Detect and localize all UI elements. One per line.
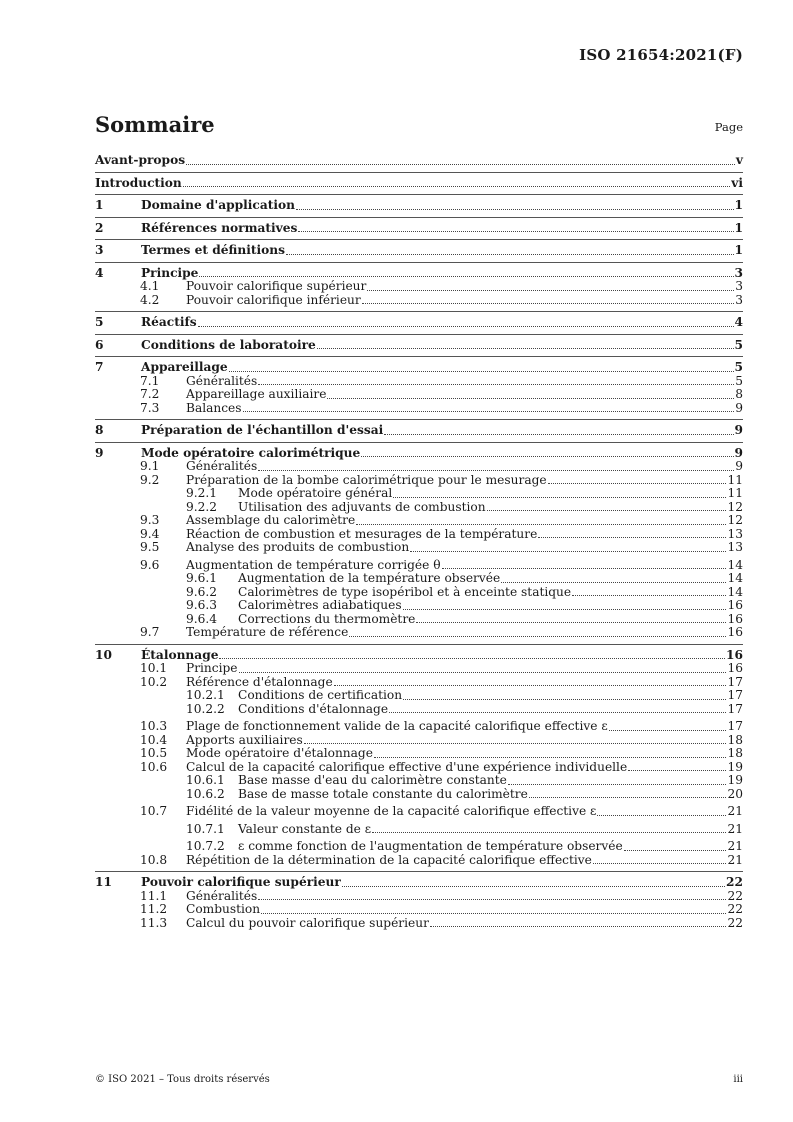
toc-entry-number: 9.2.2 [186, 499, 218, 514]
toc-entry-number: 10 [95, 647, 112, 662]
dot-leader [403, 609, 727, 610]
toc-entry[interactable] [95, 903, 743, 917]
toc-entry[interactable] [95, 528, 743, 542]
toc-entry-number: 10.6.2 [186, 786, 225, 801]
dot-leader [258, 384, 734, 385]
toc-entry-page: 1 [734, 198, 743, 212]
toc-entry-number: 9.3 [140, 513, 160, 527]
table-of-contents [95, 154, 743, 930]
toc-entry-title: Mode opératoire calorimétrique [141, 445, 361, 460]
toc-entry[interactable] [95, 823, 743, 837]
toc-entry-title: Assemblage du calorimètre [186, 513, 356, 527]
toc-entry-number: 4 [95, 265, 104, 280]
toc-entry-page: 22 [727, 902, 743, 916]
dot-leader [624, 850, 727, 851]
toc-entry[interactable] [95, 734, 743, 748]
toc-entry-page: 21 [727, 852, 743, 867]
toc-entry-title: Étalonnage [141, 647, 219, 662]
toc-entry-title: Conditions de laboratoire [141, 337, 316, 352]
toc-entry-number: 10.8 [140, 852, 168, 867]
toc-entry-page: 17 [727, 701, 743, 716]
toc-entry[interactable] [95, 199, 743, 213]
toc-entry[interactable] [95, 774, 743, 788]
dot-leader [416, 622, 726, 623]
toc-entry[interactable] [95, 559, 743, 573]
dot-leader [199, 276, 733, 277]
toc-entry-page: 9 [734, 423, 743, 437]
page-title: Sommaire [95, 112, 215, 137]
toc-entry-page: 16 [727, 611, 743, 626]
toc-entry[interactable] [95, 890, 743, 904]
dot-leader [374, 757, 727, 758]
toc-entry-page: 14 [727, 584, 743, 599]
dot-leader [393, 497, 726, 498]
toc-entry-number: 9.6.3 [186, 598, 218, 612]
toc-entry-title: Préparation de la bombe calorimétrique pour le mesurage [186, 472, 547, 487]
dot-leader [198, 326, 734, 327]
toc-entry-title: Principe [141, 265, 199, 280]
toc-entry-title: Calcul du pouvoir calorifique supérieur [186, 915, 429, 930]
toc-entry-number: 9.1 [140, 459, 160, 473]
toc-entry-page: 14 [727, 571, 743, 585]
toc-entry[interactable] [95, 649, 743, 663]
toc-entry-number: 9.6.1 [186, 571, 218, 585]
toc-entry[interactable] [95, 514, 743, 528]
dot-leader [361, 456, 733, 457]
page-number: iii [733, 1074, 743, 1085]
toc-entry[interactable] [95, 586, 743, 600]
toc-entry-page: 18 [727, 746, 743, 760]
toc-entry[interactable] [95, 267, 743, 281]
dot-leader [548, 483, 727, 484]
toc-entry-page: 19 [727, 759, 743, 774]
dot-leader [410, 551, 726, 552]
toc-entry-number: 10.1 [140, 661, 168, 675]
dot-leader [384, 434, 733, 435]
toc-entry-page: 3 [734, 265, 743, 280]
toc-entry[interactable] [95, 747, 743, 761]
toc-entry-number: 7.1 [140, 373, 160, 388]
toc-entry-title: Principe [186, 661, 238, 675]
toc-entry-page: 21 [727, 821, 743, 836]
dot-leader [609, 730, 727, 731]
toc-entry-title: Augmentation de la température observée [238, 571, 501, 585]
toc-entry[interactable] [95, 280, 743, 294]
toc-entry[interactable] [95, 876, 743, 890]
dot-leader [389, 712, 726, 713]
toc-entry-title: Introduction [95, 175, 182, 190]
toc-entry-number: 9 [95, 445, 104, 460]
toc-entry-title: Calcul de la capacité calorifique effective d'une expérience individuelle [186, 759, 628, 774]
dot-leader [183, 186, 730, 187]
toc-entry-page: v [735, 153, 743, 167]
dot-leader [261, 913, 726, 914]
dot-leader [372, 832, 726, 833]
toc-entry[interactable] [95, 805, 743, 819]
toc-entry-title: Généralités [186, 459, 258, 473]
toc-entry-page: 11 [727, 472, 743, 487]
toc-entry-title: Plage de fonctionnement valide de la capacité calorifique effective ε [186, 719, 608, 733]
toc-entry-page: 18 [727, 732, 743, 747]
toc-entry[interactable] [95, 572, 743, 586]
dot-leader [593, 863, 727, 864]
dot-leader [258, 470, 734, 471]
toc-entry-page: 16 [726, 647, 743, 662]
toc-entry-number: 9.6.2 [186, 584, 218, 599]
toc-entry-page: 11 [727, 486, 743, 500]
toc-entry-title: Appareillage [141, 360, 228, 374]
toc-entry[interactable] [95, 676, 743, 690]
toc-entry[interactable] [95, 788, 743, 802]
toc-entry-number: 10.4 [140, 732, 168, 747]
dot-leader [597, 815, 726, 816]
toc-entry-page: 12 [727, 499, 743, 514]
toc-entry[interactable] [95, 599, 743, 613]
toc-entry-title: Combustion [186, 902, 261, 916]
toc-entry-title: Domaine d'application [141, 198, 295, 212]
toc-entry-title: Corrections du thermomètre [238, 611, 416, 626]
toc-entry-page: 8 [735, 387, 743, 401]
dot-leader [286, 254, 734, 255]
toc-entry-number: 5 [95, 315, 104, 329]
toc-entry[interactable] [95, 222, 743, 236]
toc-entry[interactable] [95, 501, 743, 515]
toc-entry-number: 10.7.2 [186, 839, 225, 853]
dot-leader [508, 784, 727, 785]
toc-entry-title: Pouvoir calorifique inférieur [186, 292, 361, 307]
toc-entry-title: Référence d'étalonnage [186, 674, 333, 689]
toc-entry-page: 3 [735, 292, 743, 307]
toc-entry-number: 10.2.1 [186, 688, 225, 702]
dot-leader [186, 164, 735, 165]
toc-entry-number: 10.6 [140, 759, 168, 774]
toc-entry-title: Références normatives [141, 220, 298, 235]
toc-entry-title: Analyse des produits de combustion [186, 540, 410, 554]
toc-entry-title: Répétition de la détermination de la capacité calorifique effective [186, 852, 592, 867]
toc-entry-title: Calorimètres de type isopéribol et à enceinte statique [238, 584, 572, 599]
toc-entry-number: 10.7 [140, 804, 168, 818]
toc-entry-number: 7.3 [140, 400, 160, 415]
toc-entry-number: 10.2.2 [186, 701, 225, 716]
toc-entry[interactable] [95, 662, 743, 676]
toc-entry-number: 11.2 [140, 902, 168, 916]
toc-entry-number: 8 [95, 423, 104, 437]
dot-leader [529, 797, 727, 798]
toc-entry-page: 9 [735, 400, 743, 415]
toc-entry-number: 10.7.1 [186, 821, 225, 836]
toc-entry-page: 3 [735, 279, 743, 293]
toc-entry-title: Base de masse totale constante du calorimètre [238, 786, 528, 801]
document-id: ISO 21654:2021(F) [579, 46, 743, 64]
dot-leader [349, 636, 726, 637]
dot-leader [317, 348, 734, 349]
toc-entry-title: Base masse d'eau du calorimètre constante [238, 773, 507, 787]
toc-entry-page: 16 [727, 661, 743, 675]
toc-entry-number: 9.2 [140, 472, 160, 487]
toc-entry-title: Mode opératoire général [238, 486, 393, 500]
toc-entry[interactable] [95, 339, 743, 353]
toc-entry-page: 9 [734, 445, 743, 460]
toc-entry-number: 9.4 [140, 526, 160, 541]
toc-entry-page: 19 [727, 773, 743, 787]
toc-entry-page: 16 [727, 625, 743, 639]
toc-entry-page: 12 [727, 513, 743, 527]
toc-entry-number: 7 [95, 360, 104, 374]
dot-leader [258, 899, 726, 900]
copyright-notice: © ISO 2021 – Tous droits réservés [95, 1074, 270, 1085]
toc-heading [95, 112, 743, 137]
toc-entry-page: 17 [727, 688, 743, 702]
toc-entry-number: 1 [95, 198, 104, 212]
toc-entry-title: Avant-propos [95, 153, 186, 167]
toc-entry-number: 9.5 [140, 540, 160, 554]
toc-entry-title: Fidélité de la valeur moyenne de la capacité calorifique effective ε [186, 804, 597, 818]
dot-leader [304, 743, 727, 744]
toc-entry-number: 10.5 [140, 746, 168, 760]
toc-entry-number: 10.2 [140, 674, 168, 689]
toc-entry-page: 5 [735, 373, 743, 388]
toc-entry[interactable] [95, 541, 743, 555]
toc-entry-page: 21 [727, 839, 743, 853]
toc-entry-page: vi [731, 175, 743, 190]
dot-leader [334, 685, 727, 686]
toc-entry-number: 6 [95, 337, 104, 352]
toc-entry[interactable] [95, 177, 743, 191]
toc-entry-page: 16 [727, 598, 743, 612]
toc-entry-title: Généralités [186, 888, 258, 903]
toc-entry-title: Généralités [186, 373, 258, 388]
dot-leader [229, 371, 734, 372]
dot-leader [628, 770, 726, 771]
toc-entry-number: 9.6 [140, 557, 160, 572]
toc-entry[interactable] [95, 361, 743, 375]
toc-entry[interactable] [95, 402, 743, 416]
dot-leader [403, 699, 726, 700]
toc-entry[interactable] [95, 613, 743, 627]
toc-entry-title: Pouvoir calorifique supérieur [186, 279, 367, 293]
toc-entry[interactable] [95, 424, 743, 438]
toc-entry-number: 9.2.1 [186, 486, 218, 500]
toc-entry-page: 1 [734, 220, 743, 235]
toc-entry-number: 4.1 [140, 279, 160, 293]
toc-entry-title: Préparation de l'échantillon d'essai [141, 423, 384, 437]
toc-entry-title: Appareillage auxiliaire [186, 387, 327, 401]
dot-leader [298, 231, 733, 232]
dot-leader [487, 510, 727, 511]
toc-entry-number: 4.2 [140, 292, 160, 307]
toc-entry-page: 21 [727, 804, 743, 818]
toc-entry-page: 1 [734, 243, 743, 257]
toc-entry[interactable] [95, 154, 743, 168]
dot-leader [430, 926, 727, 927]
toc-entry-title: ε comme fonction de l'augmentation de température observée [238, 839, 623, 853]
toc-entry-page: 14 [727, 557, 743, 572]
dot-leader [342, 886, 725, 887]
toc-entry-title: Balances [186, 400, 242, 415]
toc-entry-number: 9.6.4 [186, 611, 218, 626]
toc-entry-page: 22 [727, 915, 743, 930]
toc-entry-page: 13 [727, 526, 743, 541]
dot-leader [572, 595, 726, 596]
toc-entry-title: Valeur constante de ε [238, 821, 372, 836]
toc-entry-title: Réaction de combustion et mesurages de la température [186, 526, 538, 541]
toc-entry-page: 22 [727, 888, 743, 903]
toc-entry[interactable] [95, 388, 743, 402]
toc-entry[interactable] [95, 854, 743, 868]
toc-entry-title: Apports auxiliaires [186, 732, 303, 747]
dot-leader [538, 537, 726, 538]
toc-entry[interactable] [95, 375, 743, 389]
toc-entry-page: 4 [734, 315, 743, 329]
toc-entry-page: 13 [727, 540, 743, 554]
toc-entry[interactable] [95, 316, 743, 330]
toc-entry-number: 2 [95, 220, 104, 235]
toc-entry[interactable] [95, 703, 743, 717]
toc-entry-page: 22 [726, 875, 743, 889]
toc-entry[interactable] [95, 720, 743, 734]
toc-entry-title: Température de référence [186, 625, 349, 639]
toc-entry[interactable] [95, 244, 743, 258]
toc-entry-page: 20 [727, 786, 743, 801]
toc-entry-page: 5 [734, 337, 743, 352]
toc-entry-number: 10.6.1 [186, 773, 225, 787]
dot-leader [362, 303, 735, 304]
toc-entry-title: Réactifs [141, 315, 197, 329]
toc-entry-title: Conditions de certification [238, 688, 403, 702]
toc-entry-title: Conditions d'étalonnage [238, 701, 389, 716]
dot-leader [442, 568, 727, 569]
toc-entry-number: 3 [95, 243, 104, 257]
toc-entry[interactable] [95, 474, 743, 488]
toc-entry[interactable] [95, 487, 743, 501]
toc-entry[interactable] [95, 294, 743, 308]
toc-entry-title: Calorimètres adiabatiques [238, 598, 402, 612]
dot-leader [239, 672, 727, 673]
dot-leader [243, 411, 735, 412]
toc-entry-title: Mode opératoire d'étalonnage [186, 746, 373, 760]
dot-leader [501, 582, 726, 583]
toc-entry-title: Utilisation des adjuvants de combustion [238, 499, 486, 514]
toc-entry-number: 11.1 [140, 888, 168, 903]
toc-entry-number: 11 [95, 875, 112, 889]
toc-entry[interactable] [95, 460, 743, 474]
toc-entry-title: Augmentation de température corrigée θ [186, 557, 441, 572]
toc-entry-title: Termes et définitions [141, 243, 285, 257]
toc-entry-page: 5 [734, 360, 743, 374]
dot-leader [219, 658, 725, 659]
dot-leader [296, 209, 734, 210]
toc-entry[interactable] [95, 917, 743, 931]
toc-entry[interactable] [95, 761, 743, 775]
dot-leader [367, 290, 734, 291]
toc-entry[interactable] [95, 626, 743, 640]
dot-leader [327, 398, 734, 399]
page-column-label: Page [714, 120, 743, 134]
toc-entry-number: 7.2 [140, 387, 160, 401]
toc-entry-number: 10.3 [140, 719, 168, 733]
toc-entry-number: 11.3 [140, 915, 168, 930]
dot-leader [356, 524, 726, 525]
toc-entry-page: 17 [727, 674, 743, 689]
toc-entry-page: 9 [735, 459, 743, 473]
toc-entry[interactable] [95, 689, 743, 703]
toc-entry[interactable] [95, 447, 743, 461]
toc-entry[interactable] [95, 840, 743, 854]
toc-entry-number: 9.7 [140, 625, 160, 639]
toc-entry-page: 17 [727, 719, 743, 733]
toc-entry-title: Pouvoir calorifique supérieur [141, 875, 341, 889]
